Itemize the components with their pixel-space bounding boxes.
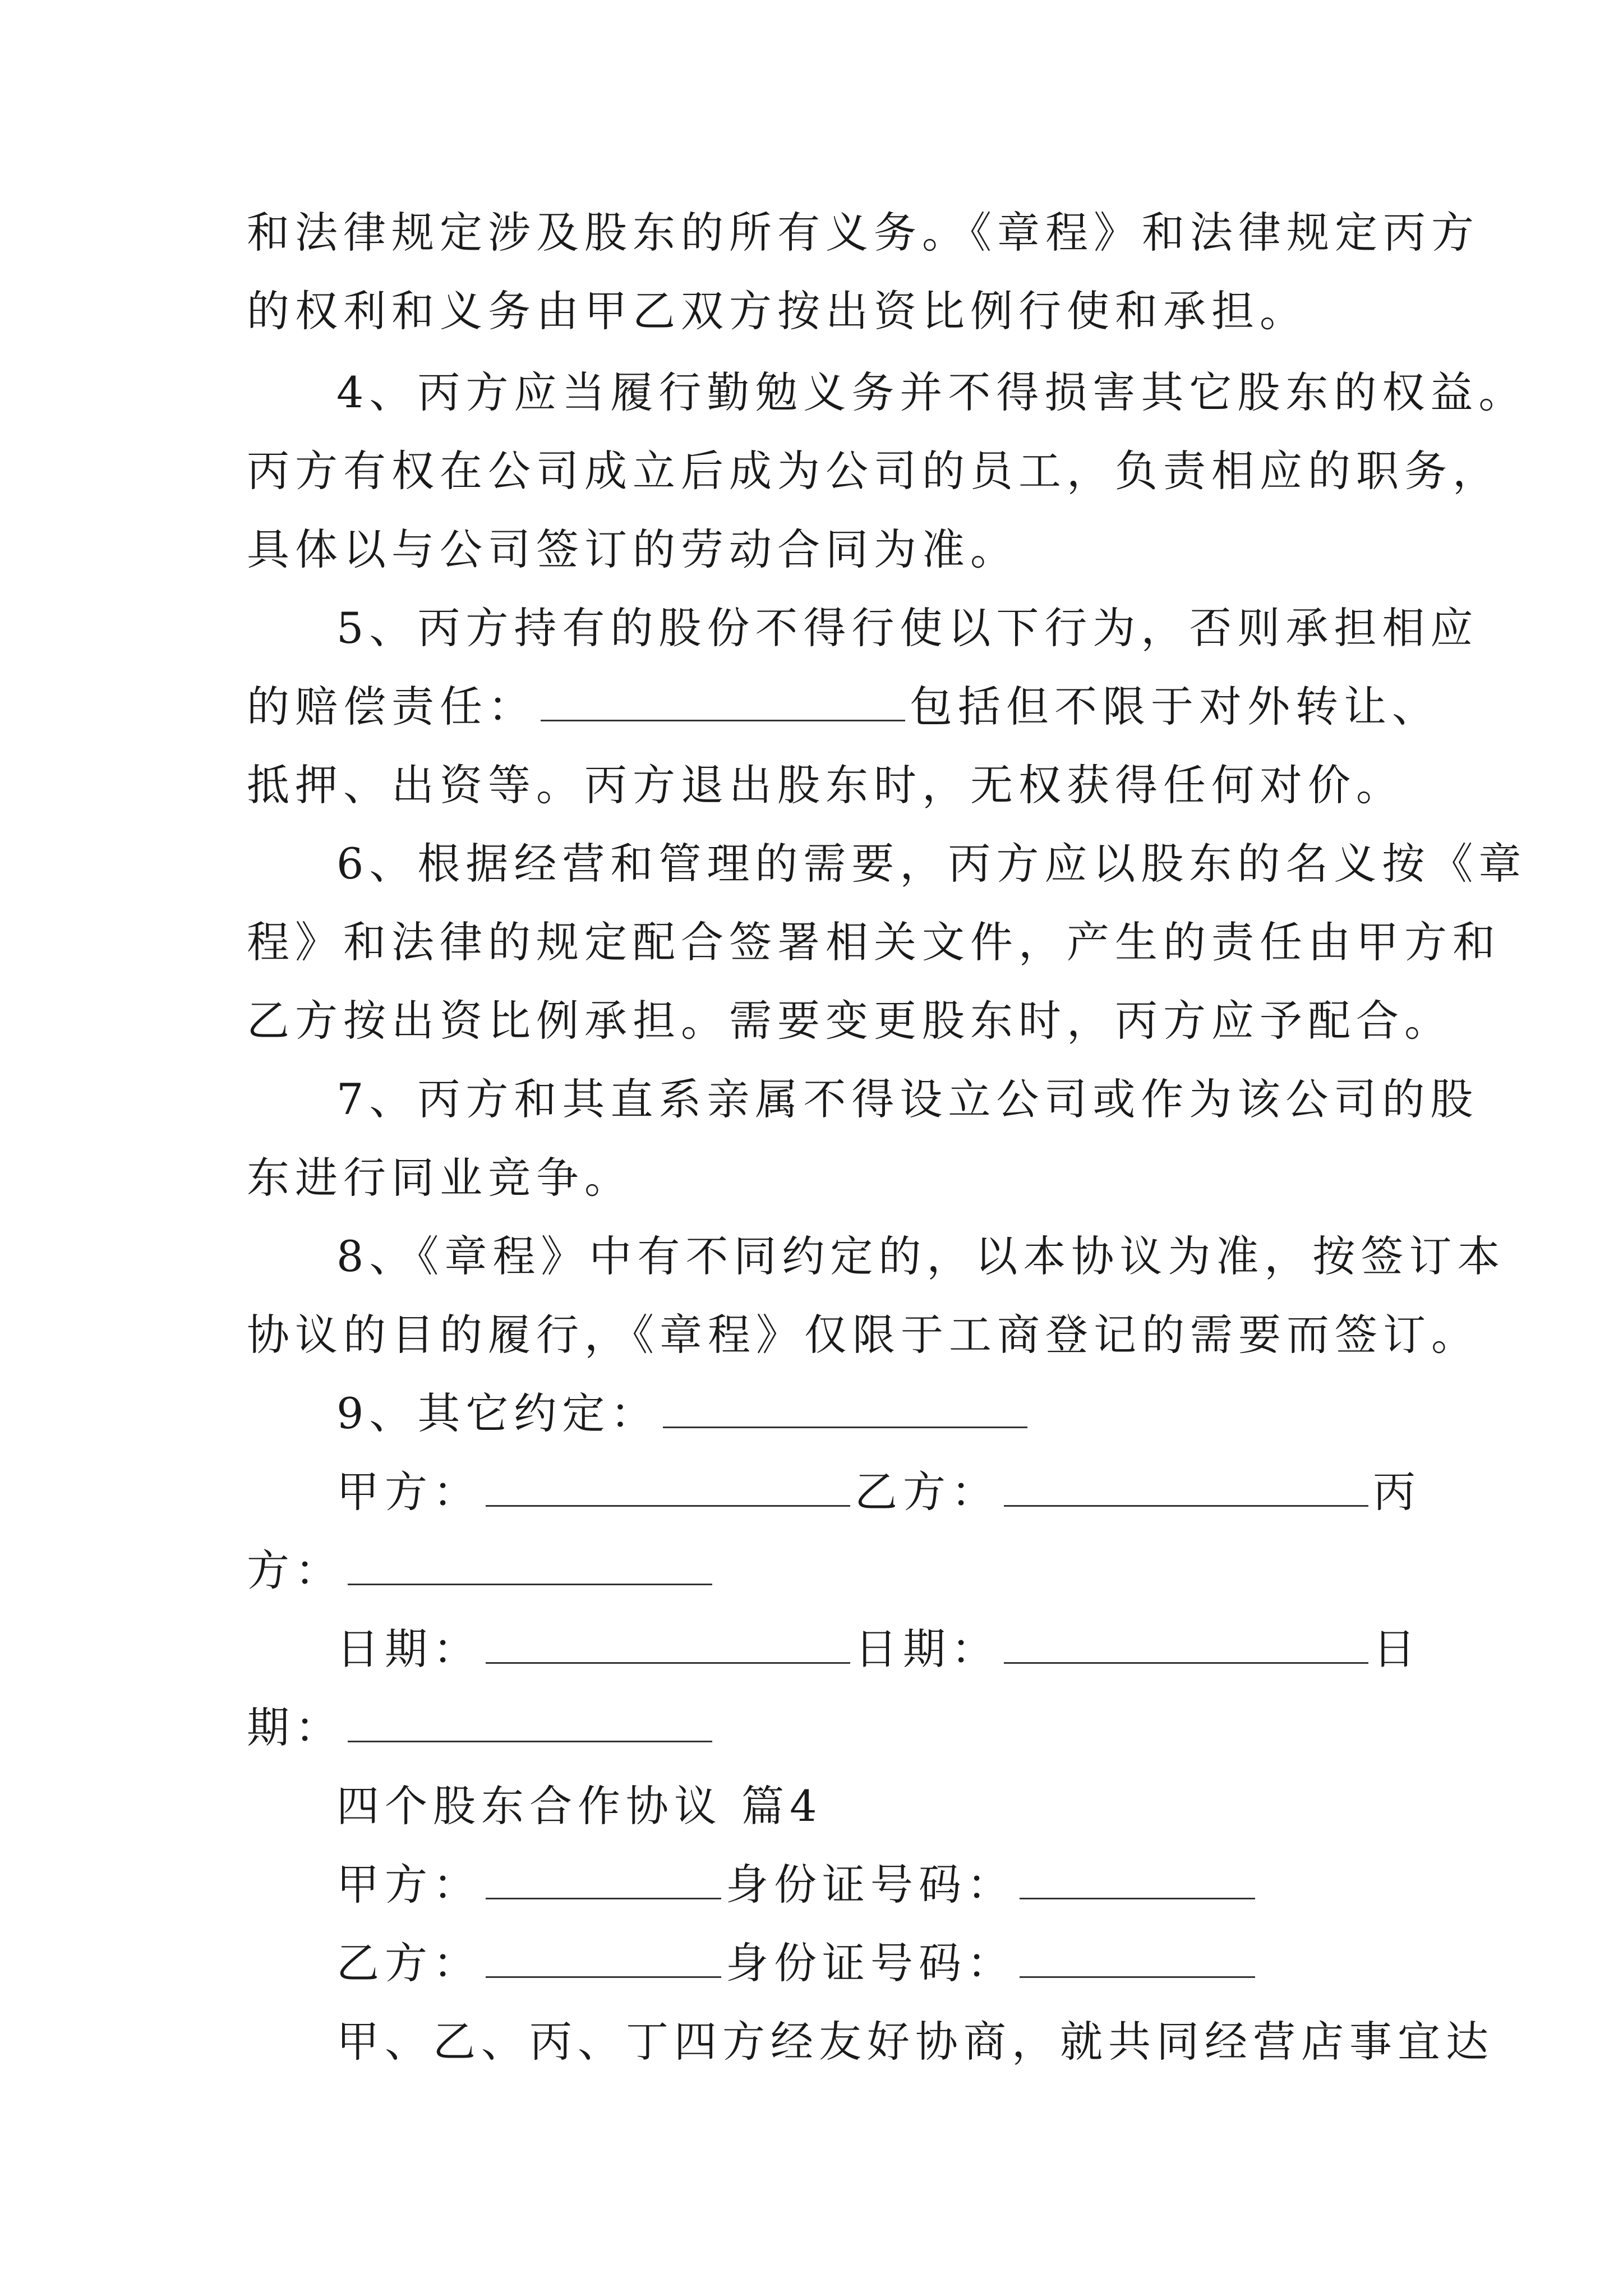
date-b-label: 日期： <box>855 1624 999 1674</box>
paragraph-line: 抵押、出资等。丙方退出股东时，无权获得任何对价。 <box>247 760 1404 810</box>
party-b-name-blank[interactable] <box>486 1937 721 1978</box>
party-c-label-start: 丙 <box>1373 1467 1421 1517</box>
party-c-blank[interactable] <box>348 1544 712 1585</box>
party-a-label: 甲方： <box>336 1467 481 1517</box>
paragraph-line: 协议的目的履行，《章程》仅限于工商登记的需要而签订。 <box>247 1310 1479 1360</box>
party-b-id-blank[interactable] <box>1020 1937 1255 1978</box>
paragraph-line: 甲、乙、丙、丁四方经友好协商，就共同经营店事宜达 <box>336 2017 1494 2067</box>
clause-4-line: 4、丙方应当履行勤勉义务并不得损害其它股东的权益。 <box>336 367 1527 417</box>
date-c-blank[interactable] <box>348 1701 712 1742</box>
party-a-name-blank[interactable] <box>486 1858 721 1899</box>
date-line <box>336 1610 1421 1688</box>
compensation-label: 的赔偿责任： <box>247 682 536 731</box>
date-a-blank[interactable] <box>486 1623 850 1664</box>
party-a-id-line <box>336 1846 1260 1924</box>
clause-6-line: 6、根据经营和管理的需要，丙方应以股东的名义按《章 <box>336 839 1527 889</box>
other-agreements-blank[interactable] <box>663 1387 1027 1428</box>
date-c-label-end: 期： <box>247 1703 343 1752</box>
date-b-blank[interactable] <box>1004 1623 1368 1664</box>
date-line <box>247 1688 717 1767</box>
clause-7-line: 7、丙方和其直系亲属不得设立公司或作为该公司的股 <box>336 1074 1479 1124</box>
clause-8-line: 8、《章程》中有不同约定的，以本协议为准，按签订本 <box>336 1231 1506 1281</box>
id-number-label: 身份证号码： <box>726 1938 1015 1988</box>
party-b-label: 乙方： <box>336 1938 481 1988</box>
paragraph-line: 丙方有权在公司成立后成为公司的员工，负责相应的职务， <box>247 446 1501 496</box>
party-c-label-end: 方： <box>247 1545 343 1595</box>
compensation-tail: 包括但不限于对外转让、 <box>910 682 1440 731</box>
signature-line <box>336 1453 1421 1531</box>
paragraph-line: 程》和法律的规定配合签署相关文件，产生的责任由甲方和 <box>247 917 1501 967</box>
clause-9-line <box>336 1374 1032 1453</box>
date-a-label: 日期： <box>336 1624 481 1674</box>
section-heading: 四个股东合作协议 篇4 <box>336 1781 823 1831</box>
party-a-blank[interactable] <box>486 1466 850 1507</box>
other-agreements-label: 9、其它约定： <box>336 1388 659 1438</box>
party-a-label: 甲方： <box>336 1860 481 1910</box>
date-c-label-start: 日 <box>1373 1624 1421 1674</box>
paragraph-line: 的权利和义务由甲乙双方按出资比例行使和承担。 <box>247 286 1308 336</box>
compensation-blank[interactable] <box>541 680 905 721</box>
paragraph-line: 和法律规定涉及股东的所有义务。《章程》和法律规定丙方 <box>247 208 1479 257</box>
paragraph-line: 乙方按出资比例承担。需要变更股东时，丙方应予配合。 <box>247 996 1453 1046</box>
paragraph-line: 东进行同业竞争。 <box>247 1153 633 1203</box>
party-a-id-blank[interactable] <box>1020 1858 1255 1899</box>
party-b-blank[interactable] <box>1004 1466 1368 1507</box>
paragraph-line <box>247 668 1440 746</box>
party-b-label: 乙方： <box>855 1467 999 1517</box>
party-b-id-line <box>336 1924 1260 2003</box>
clause-5-line: 5、丙方持有的股份不得行使以下行为，否则承担相应 <box>336 603 1479 653</box>
paragraph-line: 具体以与公司签订的劳动合同为准。 <box>247 524 1018 574</box>
signature-line <box>247 1531 717 1610</box>
id-number-label: 身份证号码： <box>726 1860 1015 1910</box>
